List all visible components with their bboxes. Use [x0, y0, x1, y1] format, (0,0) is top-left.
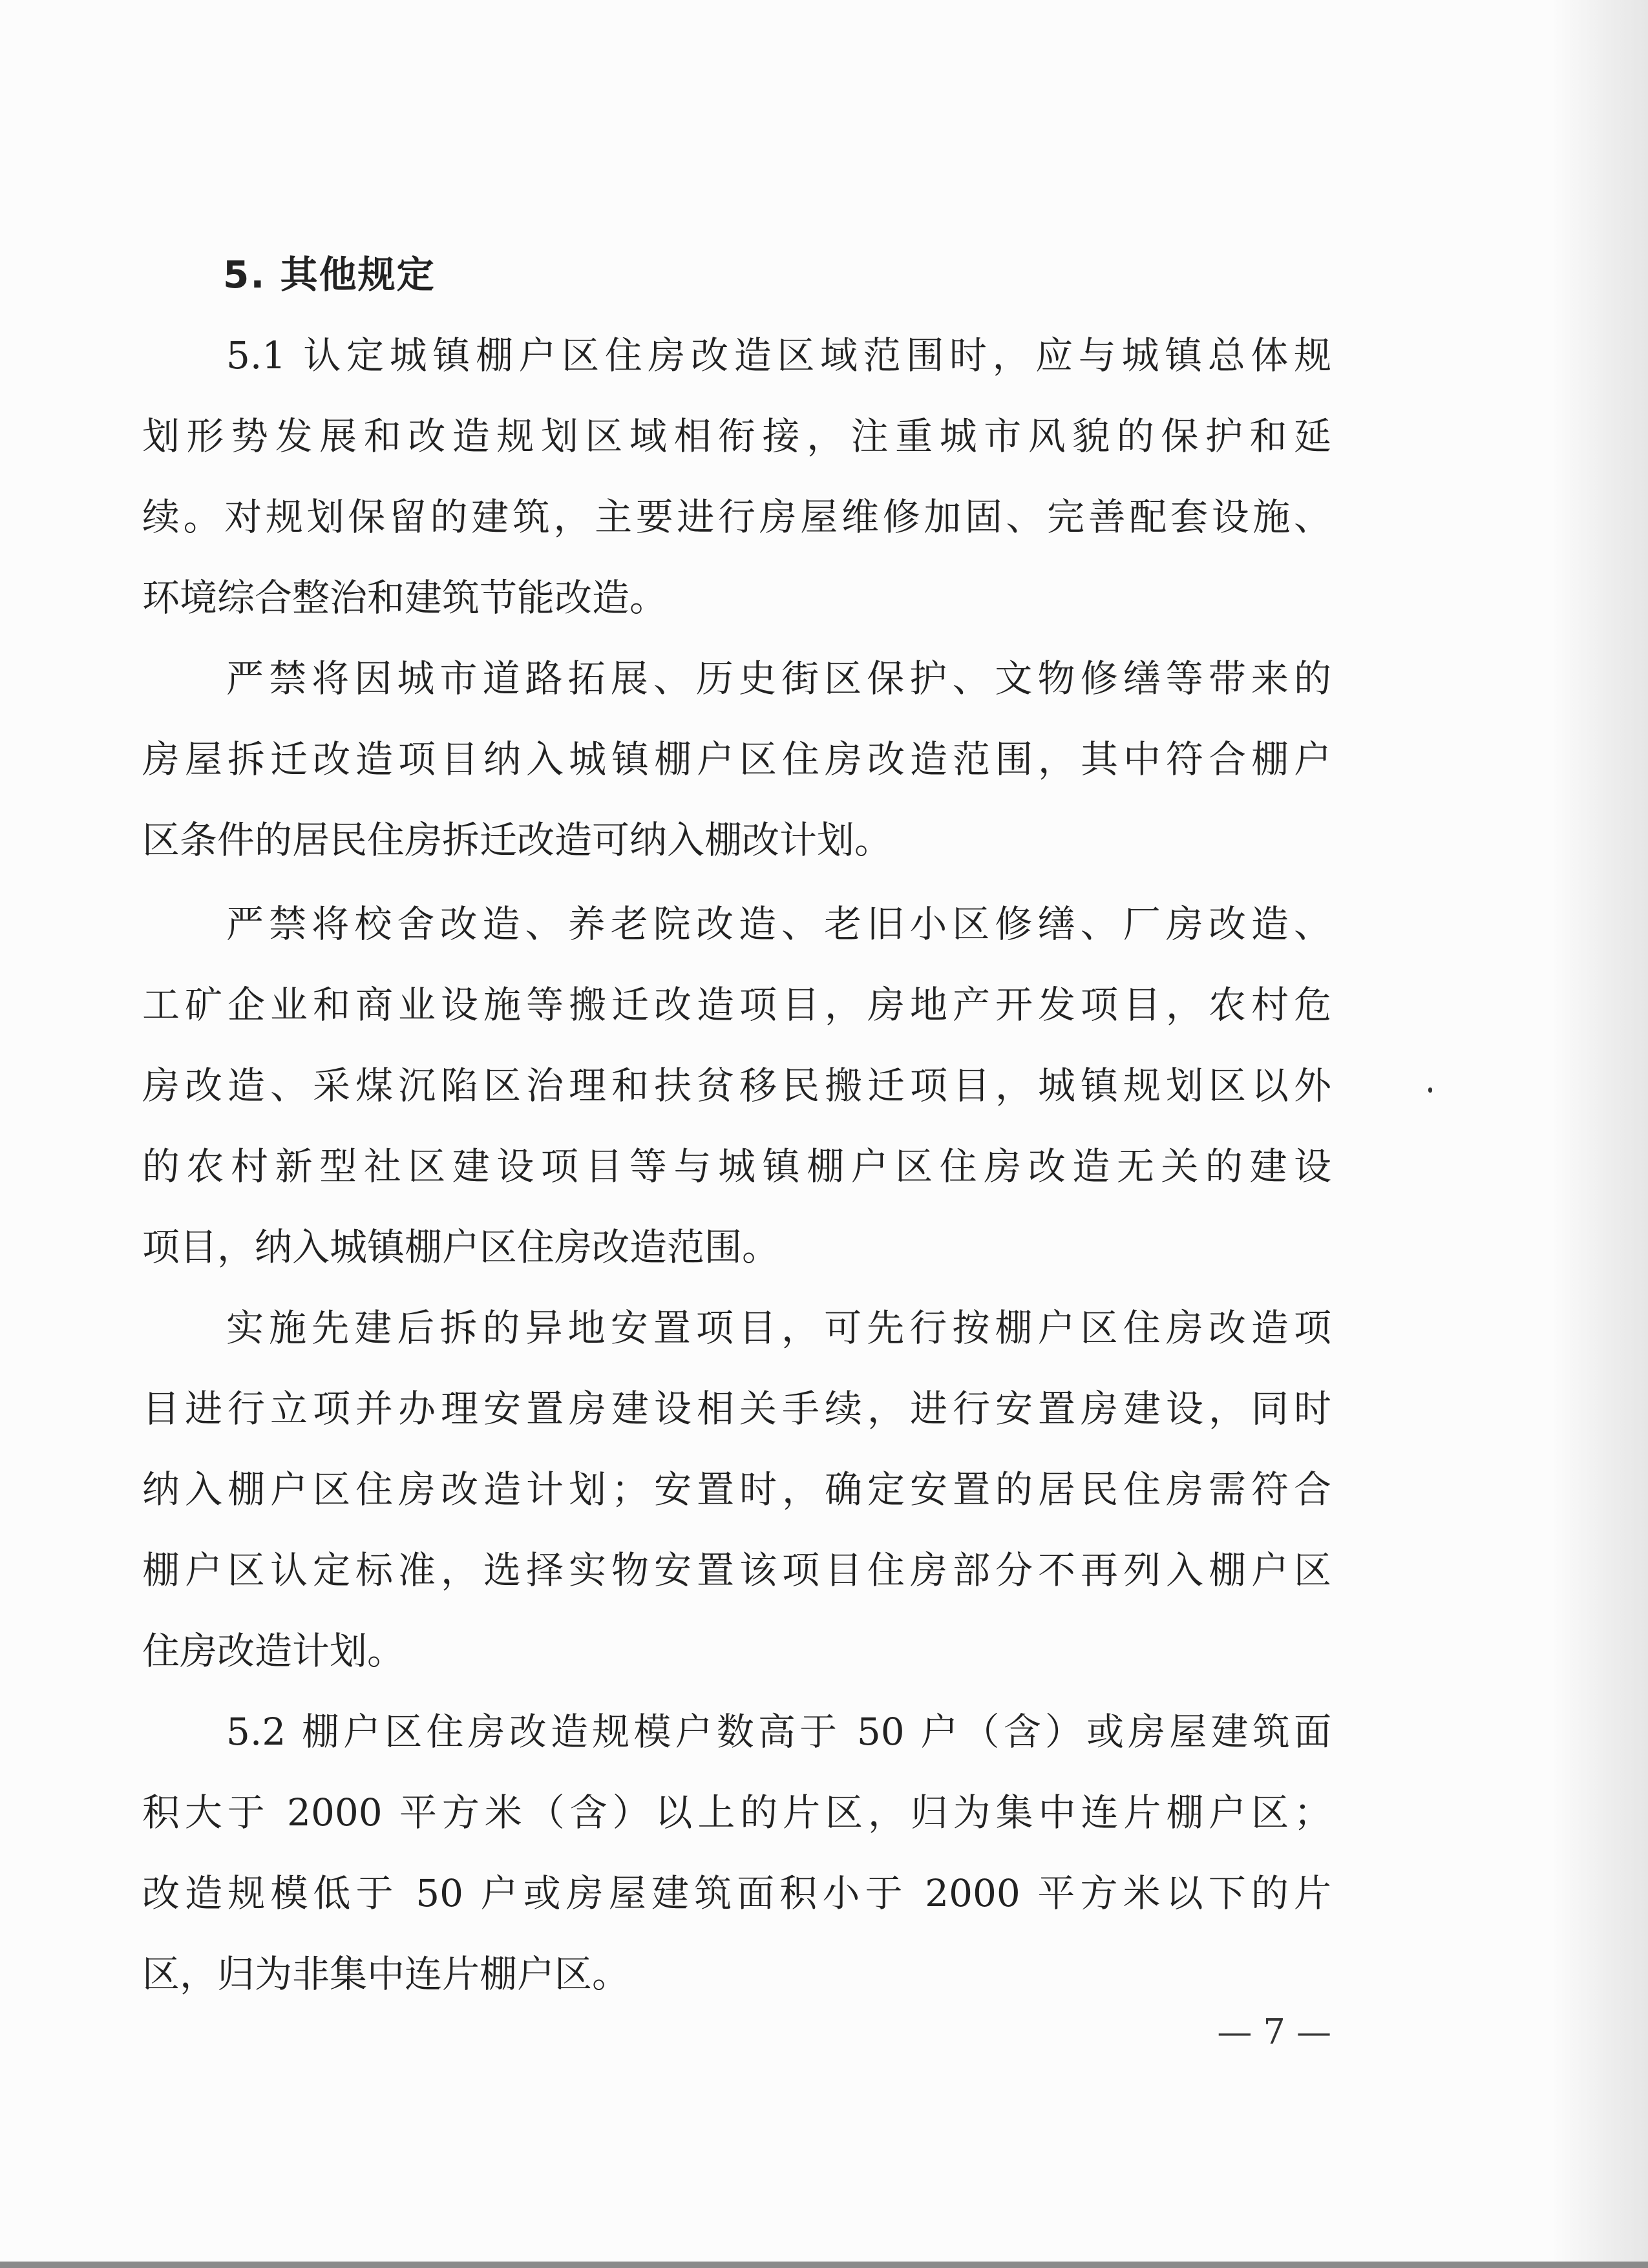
paragraph-3-line-1: 严禁将校舍改造、养老院改造、老旧小区修缮、厂房改造、 — [226, 902, 1331, 946]
paragraph-1-line-4: 环境综合整治和建筑节能改造。 — [142, 576, 668, 620]
paragraph-2-line-2: 房屋拆迁改造项目纳入城镇棚户区住房改造范围，其中符合棚户 — [142, 737, 1331, 781]
paragraph-4-line-4: 棚户区认定标准，选择实物安置该项目住房部分不再列入棚户区 — [142, 1548, 1331, 1592]
scan-bottom-edge — [0, 2262, 1648, 2268]
paragraph-2-line-3: 区条件的居民住房拆迁改造可纳入棚改计划。 — [142, 818, 893, 862]
paragraph-5-line-2: 积大于 2000 平方米（含）以上的片区，归为集中连片棚户区； — [142, 1790, 1331, 1834]
paragraph-3-line-5: 项目，纳入城镇棚户区住房改造范围。 — [142, 1225, 780, 1269]
paragraph-1-line-3: 续。对规划保留的建筑，主要进行房屋维修加固、完善配套设施、 — [142, 495, 1331, 539]
paragraph-1-line-1: 5.1 认定城镇棚户区住房改造区域范围时，应与城镇总体规 — [226, 333, 1331, 377]
page-number: — 7 — — [1217, 2011, 1331, 2052]
paragraph-4-line-5: 住房改造计划。 — [142, 1629, 405, 1673]
paragraph-5-line-4: 区，归为非集中连片棚户区。 — [142, 1952, 630, 1996]
paragraph-5-line-1: 5.2 棚户区住房改造规模户数高于 50 户（含）或房屋建筑面 — [226, 1710, 1331, 1754]
paragraph-3-line-2: 工矿企业和商业设施等搬迁改造项目，房地产开发项目，农村危 — [142, 983, 1331, 1027]
paragraph-4-line-1: 实施先建后拆的异地安置项目，可先行按棚户区住房改造项 — [226, 1306, 1331, 1350]
paragraph-1-line-2: 划形势发展和改造规划区域相衔接，注重城市风貌的保护和延 — [142, 414, 1331, 458]
paragraph-4-line-2: 目进行立项并办理安置房建设相关手续，进行安置房建设，同时 — [142, 1387, 1331, 1431]
paragraph-3-line-3: 房改造、采煤沉陷区治理和扶贫移民搬迁项目，城镇规划区以外 — [142, 1064, 1331, 1108]
section-heading: 5. 其他规定 — [223, 253, 436, 297]
paragraph-4-line-3: 纳入棚户区住房改造计划；安置时，确定安置的居民住房需符合 — [142, 1467, 1331, 1511]
paragraph-5-line-3: 改造规模低于 50 户或房屋建筑面积小于 2000 平方米以下的片 — [142, 1871, 1331, 1915]
paragraph-3-line-4: 的农村新型社区建设项目等与城镇棚户区住房改造无关的建设 — [142, 1144, 1331, 1188]
paragraph-2-line-1: 严禁将因城市道路拓展、历史街区保护、文物修缮等带来的 — [226, 656, 1331, 700]
